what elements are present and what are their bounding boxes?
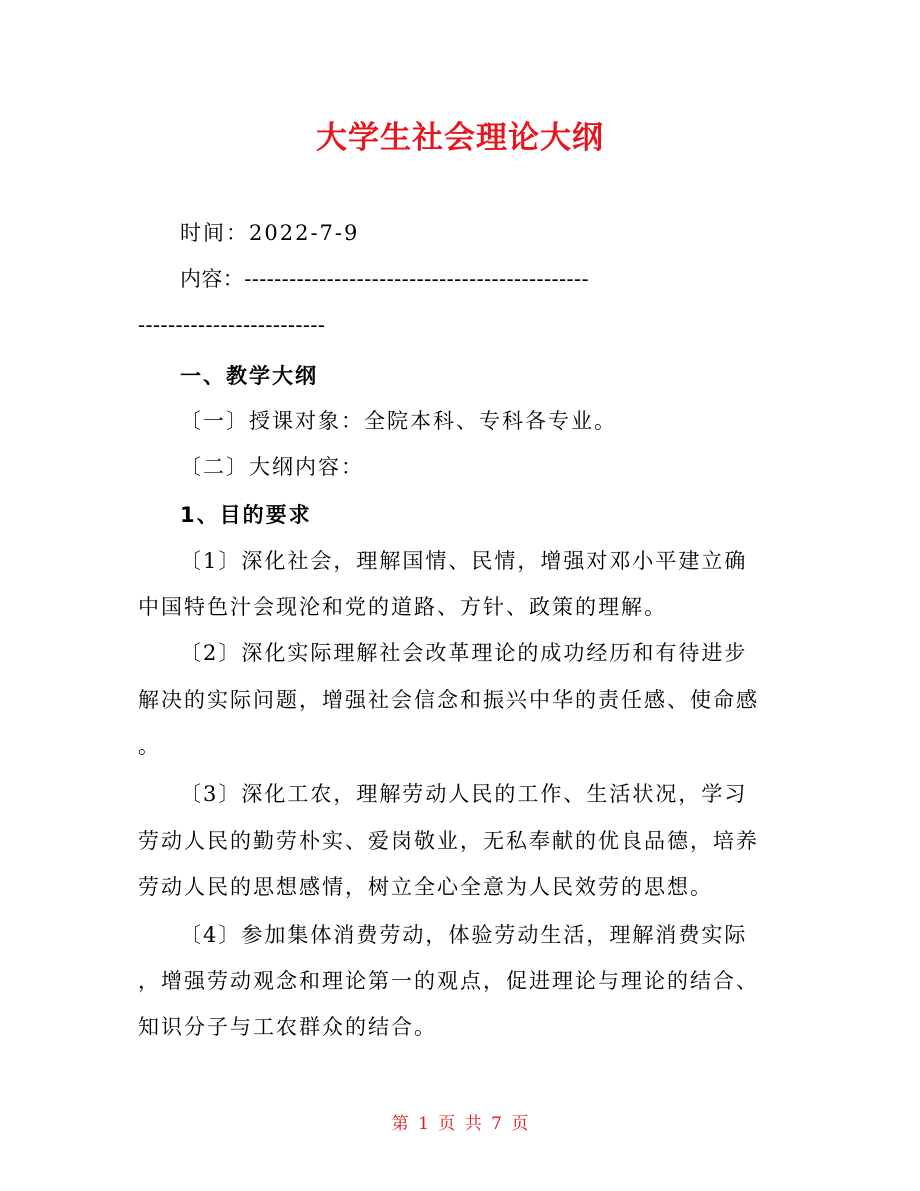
sub-heading: 1、目的要求	[180, 503, 312, 527]
paragraph-4-line-1: 〔4〕参加集体消费劳动，体验劳动生活，理解消费实际	[180, 923, 748, 947]
paragraph-4-line-2: ，增强劳动观念和理论第一的观点，促进理论与理论的结合、	[138, 969, 759, 993]
paragraph-4-line-3: 知识分子与工农群众的结合。	[138, 1015, 437, 1039]
paragraph-1-line-2: 中国特色汁会现沦和党的道路、方针、政策的理解。	[138, 595, 667, 619]
section-heading: 一、教学大纲	[180, 364, 318, 388]
paragraph-2-line-2: 解决的实际问题，增强社会信念和振兴中华的责任感、使命感	[138, 688, 759, 712]
paragraph-3-line-2: 劳动人民的勤劳朴实、爱岗敬业，无私奉献的优良品德，培养	[138, 829, 759, 853]
paragraph-3-line-3: 劳动人民的思想感情，树立全心全意为人民效劳的思想。	[138, 875, 713, 899]
paragraph-2-line-3: 。	[138, 734, 161, 758]
time-line: 时间：2022-7-9	[180, 221, 360, 245]
paragraph-2-line-1: 〔2〕深化实际理解社会改革理论的成功经历和有待进步	[180, 641, 748, 665]
item-outline-content: 〔二〕大纲内容：	[180, 455, 364, 479]
item-teaching-target: 〔一〕授课对象：全院本科、专科各专业。	[180, 409, 617, 433]
content-line-2: -------------------------	[138, 313, 326, 337]
page-number-footer: 第 1 页 共 7 页	[391, 1114, 529, 1134]
document-title: 大学生社会理论大纲	[316, 120, 604, 156]
paragraph-3-line-1: 〔3〕深化工农，理解劳动人民的工作、生活状况，学习	[180, 782, 748, 806]
content-line-1: 内容：----------------------------------------------	[180, 267, 590, 291]
paragraph-1-line-1: 〔1〕深化社会，理解国情、民情，增强对邓小平建立确	[180, 549, 748, 573]
